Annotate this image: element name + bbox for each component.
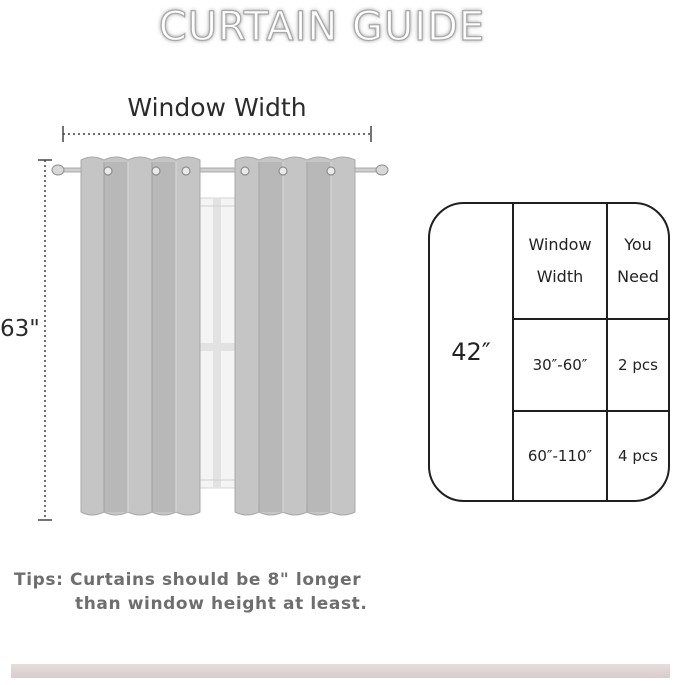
- curtain-height-label: 63": [0, 316, 40, 342]
- row-1-width: [514, 320, 606, 410]
- tips-line-2: than window height at least.: [75, 594, 368, 614]
- left-curtain-panel: [81, 157, 200, 515]
- header-window-width: [514, 204, 606, 318]
- bottom-decor-bar: [11, 664, 670, 678]
- tips-line-1: Tips: Curtains should be 8" longer: [14, 570, 362, 590]
- row-2-width: [514, 412, 606, 500]
- width-range-value: 60″-110″: [527, 447, 593, 465]
- header-line: Width: [536, 267, 584, 286]
- row-2-need: [608, 412, 668, 500]
- height-dimension-line: [38, 160, 52, 520]
- size-table: [428, 202, 670, 502]
- header-line: Window: [528, 235, 592, 254]
- width-dimension-line: [63, 126, 371, 142]
- header-line: Need: [617, 267, 659, 286]
- right-curtain-panel: [235, 157, 355, 515]
- header-line: You: [624, 235, 652, 254]
- row-1-need: [608, 320, 668, 410]
- tips-text: [14, 568, 434, 616]
- curtain-length-value: 42″: [451, 338, 491, 366]
- curtain-guide-title: CURTAIN GUIDE: [158, 4, 486, 50]
- width-range-value: 30″-60″: [532, 356, 588, 374]
- quantity-value: 2 pcs: [618, 356, 658, 374]
- quantity-value: 4 pcs: [618, 447, 658, 465]
- window-width-label: Window Width: [127, 93, 307, 122]
- header-you-need: [608, 204, 668, 318]
- window-frame: [200, 198, 238, 488]
- curtain-length-cell: [430, 204, 512, 500]
